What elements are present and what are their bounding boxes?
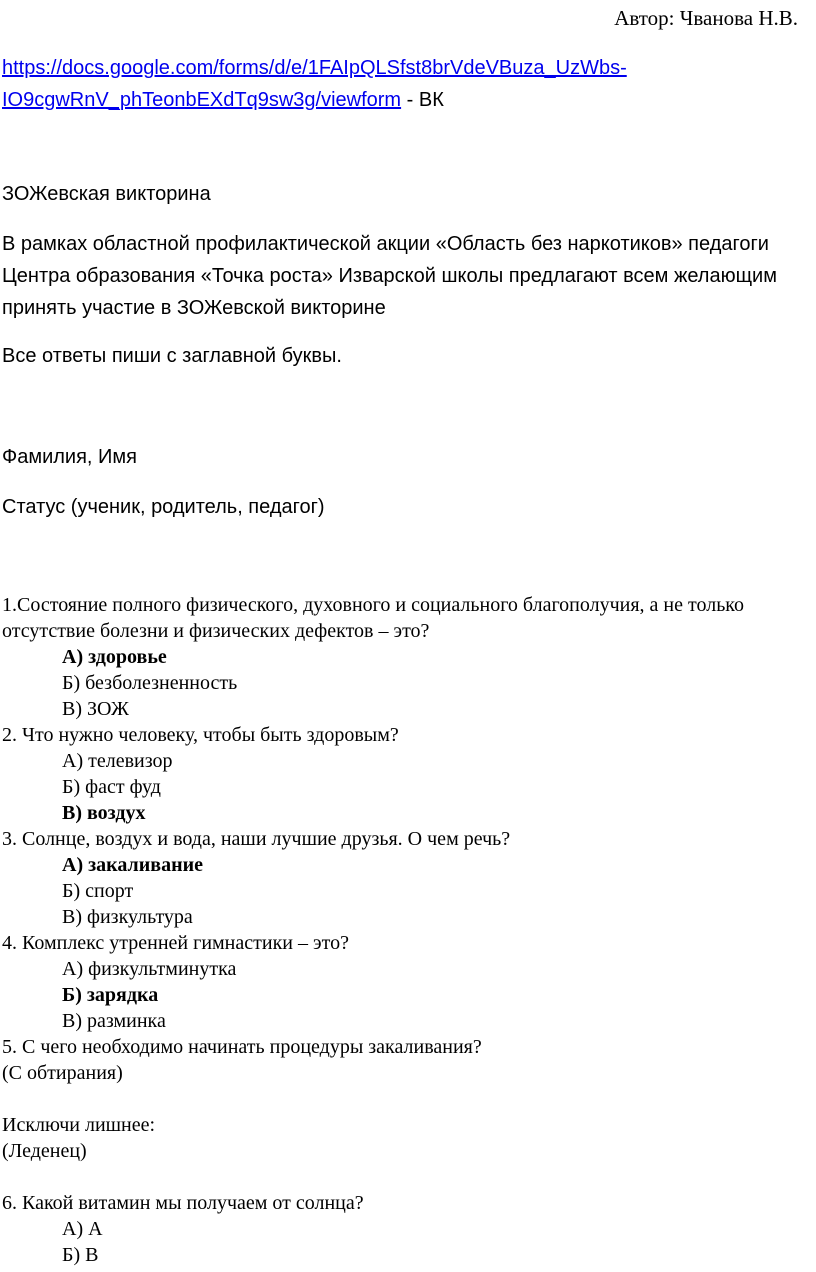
question-5-answer: (С обтирания) bbox=[2, 1062, 123, 1084]
question-6-option-a: А) А bbox=[62, 1218, 103, 1240]
question-6: 6. Какой витамин мы получаем от солнца? bbox=[2, 1192, 364, 1214]
exclude-extra-answer: (Леденец) bbox=[2, 1140, 87, 1162]
quiz-title: ЗОЖевская викторина bbox=[2, 183, 211, 205]
spacer bbox=[2, 1086, 802, 1112]
question-5: 5. С чего необходимо начинать процедуры закаливания? bbox=[2, 1036, 482, 1058]
question-2-option-b: Б) фаст фуд bbox=[62, 776, 161, 798]
link-url-line-2[interactable]: IO9cgwRnV_phTeonbEXdTq9sw3g/viewform bbox=[2, 89, 402, 111]
field-status-label: Статус (ученик, родитель, педагог) bbox=[2, 496, 325, 518]
question-4: 4. Комплекс утренней гимнастики – это? bbox=[2, 932, 349, 954]
question-1-option-a: А) здоровье bbox=[62, 646, 167, 668]
question-2-option-a: А) телевизор bbox=[62, 750, 173, 772]
question-3-option-b: Б) спорт bbox=[62, 880, 134, 902]
questions-list bbox=[2, 592, 802, 1268]
question-1: 1.Состояние полного физического, духовного и социального благополучия, а не только отсутствие болезни и физических дефектов – это? bbox=[2, 594, 745, 642]
field-name-label: Фамилия, Имя bbox=[2, 446, 137, 468]
question-1-option-c: В) ЗОЖ bbox=[62, 698, 129, 720]
form-link-block bbox=[2, 52, 802, 116]
question-2: 2. Что нужно человеку, чтобы быть здоровым? bbox=[2, 724, 399, 746]
question-4-option-a: А) физкультминутка bbox=[62, 958, 237, 980]
question-2-option-c: В) воздух bbox=[62, 802, 146, 824]
link-suffix: - ВК bbox=[401, 89, 444, 111]
question-4-option-c: В) разминка bbox=[62, 1010, 166, 1032]
instruction-text: Все ответы пиши с заглавной буквы. bbox=[2, 345, 342, 367]
intro-paragraph: В рамках областной профилактической акции «Область без наркотиков» педагоги Центра образования «Точка роста» Изварской школы предлагают всем желающим принять участие в ЗОЖевской викторине bbox=[2, 233, 777, 319]
author-line: Автор: Чванова Н.В. bbox=[614, 6, 798, 30]
question-3: 3. Солнце, воздух и вода, наши лучшие друзья. О чем речь? bbox=[2, 828, 511, 850]
exclude-extra-question: Исключи лишнее: bbox=[2, 1114, 156, 1136]
spacer bbox=[2, 1164, 802, 1190]
question-1-option-b: Б) безболезненность bbox=[62, 672, 238, 694]
question-3-option-c: В) физкультура bbox=[62, 906, 193, 928]
question-6-option-b: Б) В bbox=[62, 1244, 99, 1266]
question-4-option-b: Б) зарядка bbox=[62, 984, 159, 1006]
question-3-option-a: А) закаливание bbox=[62, 854, 204, 876]
link-url-line-1[interactable]: https://docs.google.com/forms/d/e/1FAIpQLSfst8brVdeVBuza_UzWbs- bbox=[2, 57, 627, 79]
google-form-link[interactable] bbox=[2, 57, 627, 111]
